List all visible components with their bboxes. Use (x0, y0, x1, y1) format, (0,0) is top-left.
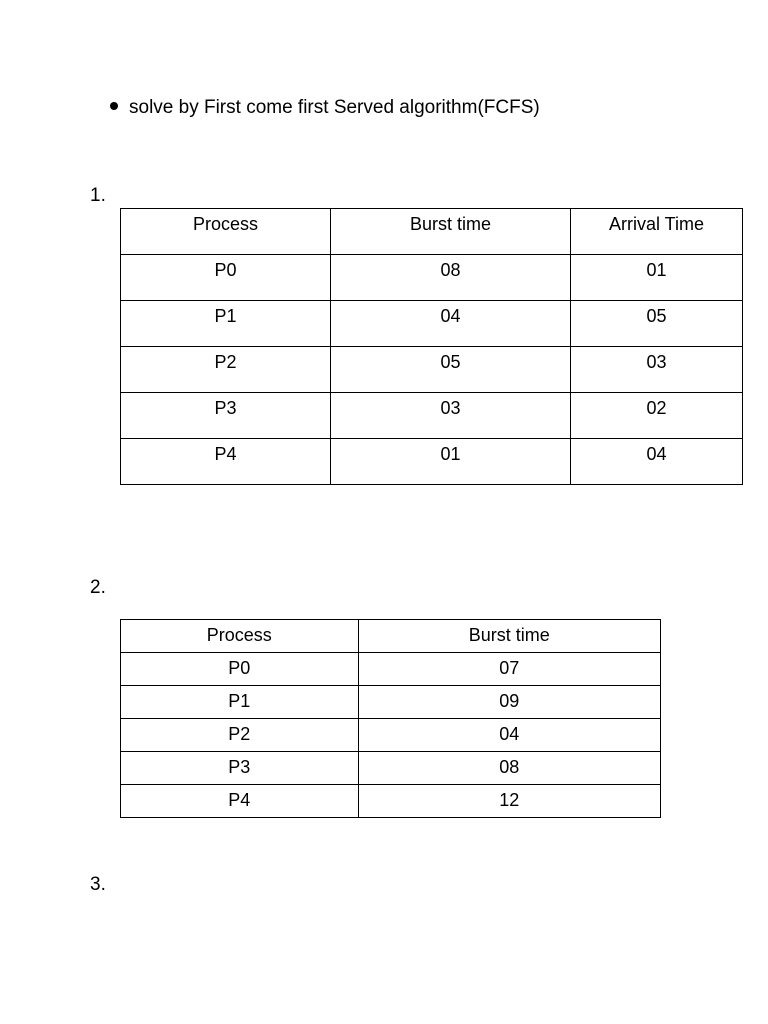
table-cell (331, 301, 571, 347)
arrival-time-value: 02 (646, 398, 667, 418)
table-cell (358, 653, 660, 686)
arrival-time-value: 04 (646, 444, 667, 464)
burst-time-value: 12 (499, 789, 520, 810)
burst-time-value: 01 (440, 444, 461, 464)
table-cell (121, 686, 359, 719)
table-cell (121, 393, 331, 439)
bullet-icon (110, 102, 118, 110)
table-row (121, 719, 661, 752)
fcfs-table-2 (120, 619, 661, 818)
header-cell (571, 209, 743, 255)
process-name: P1 (228, 690, 251, 711)
table-cell (571, 301, 743, 347)
header-process: Process (206, 624, 272, 645)
process-name: P4 (214, 444, 237, 464)
header-burst-time: Burst time (409, 214, 492, 234)
burst-time-value: 08 (440, 260, 461, 280)
table-cell (121, 719, 359, 752)
table-cell (121, 785, 359, 818)
header-cell (121, 620, 359, 653)
arrival-time-value: 03 (646, 352, 667, 372)
table-cell (571, 255, 743, 301)
table-cell (121, 301, 331, 347)
table-cell (121, 752, 359, 785)
table-row (121, 255, 743, 301)
arrival-time-value: 01 (646, 260, 667, 280)
burst-time-value: 07 (499, 657, 520, 678)
header-arrival-time: Arrival Time (608, 214, 704, 234)
table-cell (121, 653, 359, 686)
table-cell (121, 347, 331, 393)
item-number-2: 2. (90, 577, 106, 598)
table-cell (358, 686, 660, 719)
process-name: P4 (228, 789, 251, 810)
table-cell (331, 393, 571, 439)
table-cell (571, 347, 743, 393)
process-name: P0 (214, 260, 237, 280)
table-cell (358, 719, 660, 752)
burst-time-value: 04 (440, 306, 461, 326)
process-name: P1 (214, 306, 237, 326)
table-cell (358, 785, 660, 818)
fcfs-table-1 (120, 208, 743, 485)
header-cell (358, 620, 660, 653)
process-name: P3 (228, 756, 251, 777)
table-cell (571, 439, 743, 485)
burst-time-value: 04 (499, 723, 520, 744)
table-cell (358, 752, 660, 785)
table-row (121, 347, 743, 393)
header-cell (121, 209, 331, 255)
table-cell (571, 393, 743, 439)
header-cell (331, 209, 571, 255)
table-cell (121, 255, 331, 301)
instruction-bullet (110, 96, 540, 120)
table-row (121, 653, 661, 686)
item-number-3: 3. (90, 874, 106, 895)
burst-time-value: 09 (499, 690, 520, 711)
process-name: P3 (214, 398, 237, 418)
table-cell (331, 439, 571, 485)
process-name: P2 (228, 723, 251, 744)
arrival-time-value: 05 (646, 306, 667, 326)
table-row (121, 439, 743, 485)
instruction-text: solve by First come first Served algorithm(FCFS) (129, 97, 540, 118)
item-number-1: 1. (90, 185, 106, 206)
table-row (121, 393, 743, 439)
burst-time-value: 08 (499, 756, 520, 777)
header-process: Process (192, 214, 259, 234)
table-row (121, 301, 743, 347)
table-cell (121, 439, 331, 485)
burst-time-value: 05 (440, 352, 461, 372)
table-header-row (121, 209, 743, 255)
burst-time-value: 03 (440, 398, 461, 418)
header-burst-time: Burst time (468, 624, 550, 645)
table-cell (331, 347, 571, 393)
table-row (121, 752, 661, 785)
table-cell (331, 255, 571, 301)
table-header-row (121, 620, 661, 653)
process-name: P2 (214, 352, 237, 372)
process-name: P0 (228, 657, 251, 678)
table-row (121, 686, 661, 719)
table-row (121, 785, 661, 818)
